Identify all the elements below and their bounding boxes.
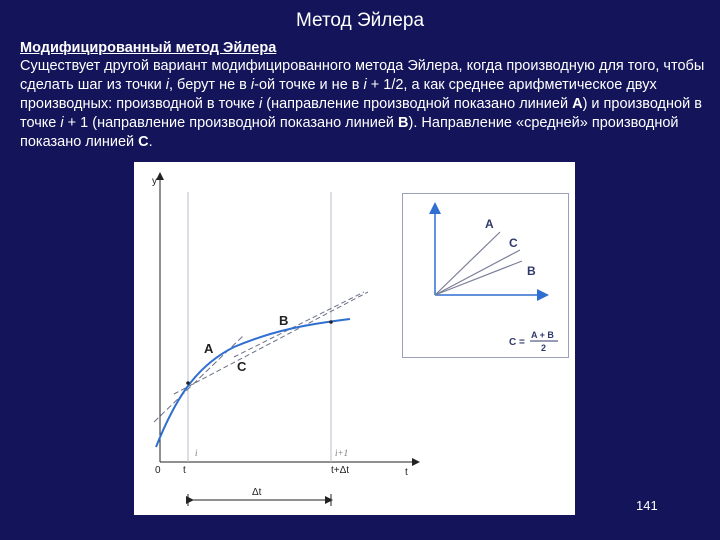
- text-segment: Существует другой вариант модифицированного метода Эйлера, когда производную для того, чтобы сделать шаг из точки: [20, 58, 705, 93]
- line-a-label: A: [204, 341, 214, 356]
- text-segment: -ой точке и не в: [254, 77, 364, 93]
- solution-curve: [156, 319, 350, 447]
- bold-line-label: А: [572, 96, 583, 112]
- inset-label-c: C: [509, 236, 518, 250]
- section-subtitle: Модифицированный метод Эйлера: [20, 40, 277, 56]
- italic-index: i: [250, 77, 255, 93]
- text-segment: ) и производной в точке: [20, 96, 702, 131]
- formula-lhs: C =: [509, 337, 525, 348]
- tick-t-label: t: [183, 465, 186, 476]
- text-segment: .: [148, 134, 153, 150]
- y-axis-label: y: [152, 176, 157, 187]
- bold-line-label: С: [138, 134, 149, 150]
- italic-index: i: [363, 77, 367, 93]
- italic-index: i: [259, 96, 263, 112]
- formula-denominator: 2: [541, 343, 547, 353]
- line-b-label: B: [279, 313, 289, 328]
- x-axis-label: t: [405, 467, 408, 478]
- point-i1: [329, 320, 333, 324]
- line-c-label: C: [237, 359, 247, 374]
- text-segment: + 1/2, а как среднее арифметическое двух производных: производной в точке: [20, 77, 657, 112]
- inset-label-a: A: [485, 217, 494, 231]
- index-i-label: i: [195, 448, 198, 458]
- index-i1-label: i+1: [335, 448, 349, 458]
- formula-numerator: A + B: [531, 330, 554, 340]
- point-i: [186, 381, 190, 385]
- bold-line-label: В: [398, 115, 409, 131]
- origin-label: 0: [155, 465, 161, 476]
- tick-t-dt-label: t+Δt: [331, 465, 350, 476]
- averaging-inset: [402, 193, 569, 358]
- line-b: [234, 292, 364, 357]
- text-segment: ). Направление «средней» производной показано линией: [20, 115, 679, 150]
- slide-title: Метод Эйлера: [295, 10, 425, 31]
- text-segment: (направление производной показано линией: [262, 96, 573, 112]
- body-paragraph: [20, 57, 710, 152]
- text-segment: , берут не в: [169, 77, 251, 93]
- inset-line-c: [435, 250, 520, 295]
- page-number: 141: [636, 498, 658, 513]
- inset-line-a: [435, 232, 500, 295]
- italic-index: i: [165, 77, 169, 93]
- inset-label-b: B: [527, 264, 536, 278]
- inset-line-b: [435, 261, 522, 295]
- delta-t-label: Δt: [252, 487, 262, 498]
- italic-index: i: [60, 115, 64, 131]
- text-segment: + 1 (направление производной показано линией: [63, 115, 399, 131]
